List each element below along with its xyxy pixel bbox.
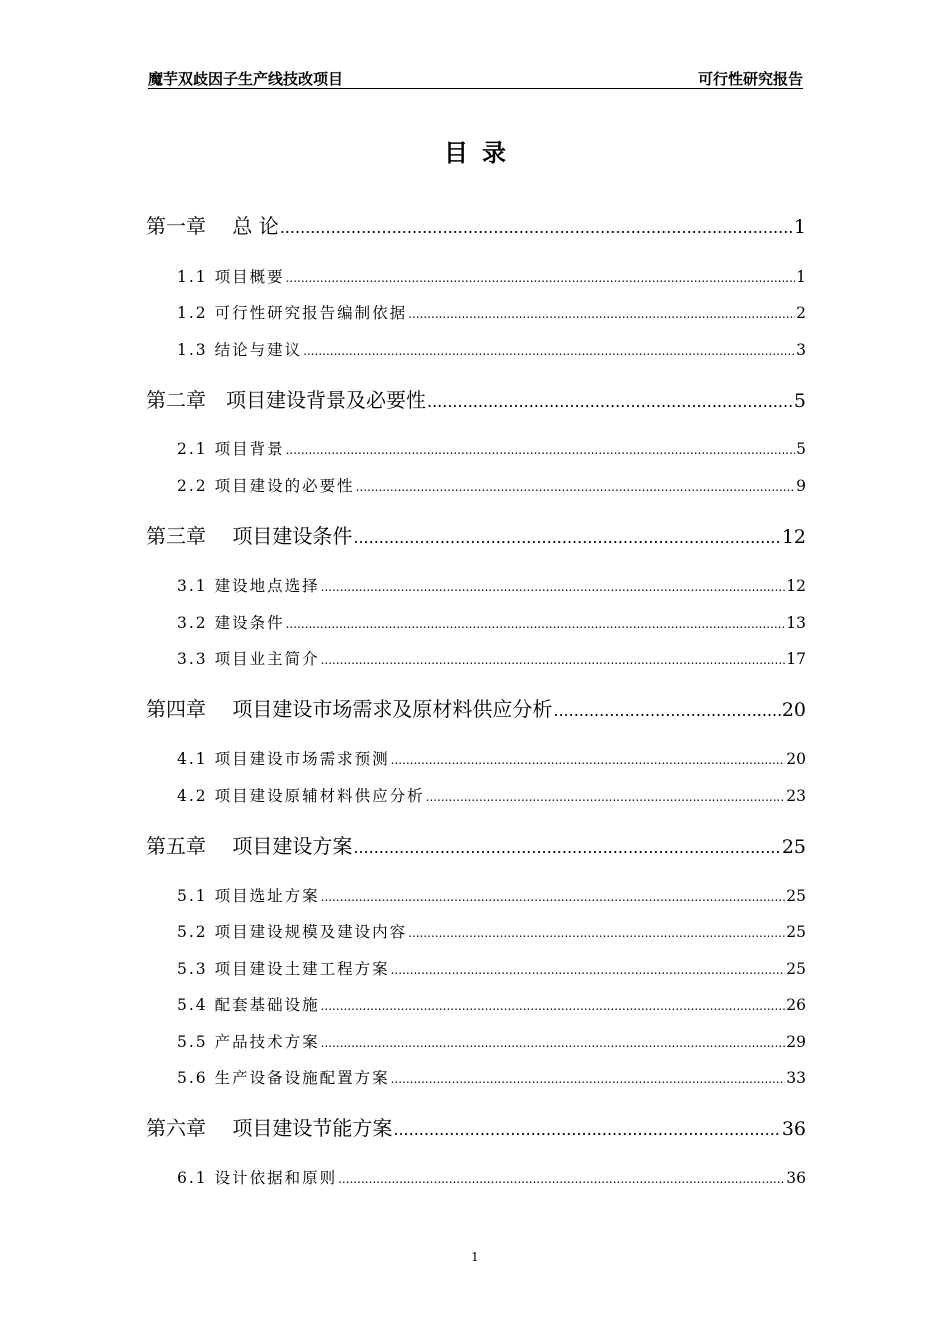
toc-entry-label: 5.5 产品技术方案 xyxy=(177,1033,320,1051)
toc-entry-page: 25 xyxy=(786,960,806,978)
toc-entry-page: 33 xyxy=(786,1069,806,1087)
toc-entry-label: 第二章 项目建设背景及必要性 xyxy=(146,388,426,412)
toc-entry-label: 1.2 可行性研究报告编制依据 xyxy=(177,304,408,322)
toc-entry-label: 6.1 设计依据和原则 xyxy=(177,1169,338,1187)
toc-entry-page: 1 xyxy=(793,216,806,238)
toc-entry-label: 第六章 项目建设节能方案 xyxy=(146,1116,393,1140)
toc-section-entry[interactable] xyxy=(177,437,806,459)
toc-entry-page: 20 xyxy=(786,750,806,768)
toc-entry-label: 第一章 总 论 xyxy=(146,214,279,238)
toc-section-entry[interactable] xyxy=(177,884,806,906)
toc-title: 目录 xyxy=(444,139,520,167)
toc-entry-label: 5.1 项目选址方案 xyxy=(177,887,320,905)
toc-chapter-entry[interactable] xyxy=(146,384,806,413)
toc-entry-label: 4.1 项目建设市场需求预测 xyxy=(177,750,390,768)
toc-chapter-entry[interactable] xyxy=(146,830,806,859)
toc-entry-label: 3.1 建设地点选择 xyxy=(177,577,320,595)
toc-section-entry[interactable] xyxy=(177,301,806,323)
toc-section-entry[interactable] xyxy=(177,957,806,979)
toc-section-entry[interactable] xyxy=(177,784,806,806)
toc-entry-label: 第三章 项目建设条件 xyxy=(146,524,353,548)
toc-entry-page: 1 xyxy=(796,268,806,286)
toc-section-entry[interactable] xyxy=(177,338,806,360)
toc-entry-page: 26 xyxy=(786,996,806,1014)
toc-section-entry[interactable] xyxy=(177,747,806,769)
toc-entry-page: 12 xyxy=(781,526,806,548)
toc-dot-leader xyxy=(391,753,786,767)
toc-chapter-entry[interactable] xyxy=(146,1112,806,1141)
toc-entry-page: 25 xyxy=(786,923,806,941)
toc-section-entry[interactable] xyxy=(177,611,806,633)
toc-dot-leader xyxy=(303,344,795,358)
toc-entry-page: 17 xyxy=(786,650,806,668)
toc-section-entry[interactable] xyxy=(177,574,806,596)
toc-section-entry[interactable] xyxy=(177,993,806,1015)
toc-dot-leader xyxy=(286,271,796,285)
header-project-name: 魔芋双歧因子生产线技改项目 xyxy=(148,70,344,88)
toc-dot-leader xyxy=(408,926,785,940)
toc-entry-label: 第五章 项目建设方案 xyxy=(146,834,353,858)
toc-entry-page: 2 xyxy=(796,304,806,322)
toc-dot-leader xyxy=(353,838,780,857)
toc-dot-leader xyxy=(391,963,786,977)
toc-dot-leader xyxy=(321,890,786,904)
toc-dot-leader xyxy=(280,218,793,237)
toc-entry-page: 5 xyxy=(796,440,806,458)
toc-entry-label: 5.2 项目建设规模及建设内容 xyxy=(177,923,408,941)
toc-section-entry[interactable] xyxy=(177,1166,806,1188)
toc-section-entry[interactable] xyxy=(177,1066,806,1088)
toc-dot-leader xyxy=(553,701,780,720)
toc-entry-label: 第四章 项目建设市场需求及原材料供应分析 xyxy=(146,697,553,721)
toc-entry-page: 12 xyxy=(786,577,806,595)
toc-dot-leader xyxy=(321,999,786,1013)
toc-dot-leader xyxy=(321,653,786,667)
toc-entry-page: 25 xyxy=(781,836,806,858)
toc-dot-leader xyxy=(321,1036,786,1050)
toc-dot-leader xyxy=(356,480,796,494)
toc-section-entry[interactable] xyxy=(177,647,806,669)
toc-entry-page: 25 xyxy=(786,887,806,905)
toc-entry-page: 36 xyxy=(781,1118,806,1140)
toc-entry-label: 3.2 建设条件 xyxy=(177,614,285,632)
toc-entry-label: 5.3 项目建设土建工程方案 xyxy=(177,960,390,978)
toc-entry-label: 1.3 结论与建议 xyxy=(177,341,303,359)
toc-dot-leader xyxy=(321,580,786,594)
toc-entry-label: 1.1 项目概要 xyxy=(177,268,285,286)
header-report-type: 可行性研究报告 xyxy=(697,70,803,88)
toc-entry-label: 5.6 生产设备设施配置方案 xyxy=(177,1069,390,1087)
toc-dot-leader xyxy=(286,443,796,457)
toc-entry-page: 36 xyxy=(786,1169,806,1187)
toc-dot-leader xyxy=(338,1172,785,1186)
toc-dot-leader xyxy=(393,1120,780,1139)
toc-entry-page: 3 xyxy=(796,341,806,359)
toc-dot-leader xyxy=(427,392,793,411)
toc-dot-leader xyxy=(391,1072,786,1086)
toc-entry-label: 3.3 项目业主简介 xyxy=(177,650,320,668)
toc-dot-leader xyxy=(286,617,786,631)
toc-entry-page: 23 xyxy=(786,787,806,805)
toc-entry-label: 4.2 项目建设原辅材料供应分析 xyxy=(177,787,425,805)
toc-entry-page: 9 xyxy=(796,477,806,495)
toc-entry-label: 2.1 项目背景 xyxy=(177,440,285,458)
toc-entry-page: 20 xyxy=(781,699,806,721)
toc-section-entry[interactable] xyxy=(177,474,806,496)
page-header xyxy=(148,68,803,89)
toc-dot-leader xyxy=(408,307,795,321)
toc-chapter-entry[interactable] xyxy=(146,210,806,239)
toc-dot-leader xyxy=(426,790,786,804)
toc-dot-leader xyxy=(353,528,780,547)
toc-entry-label: 5.4 配套基础设施 xyxy=(177,996,320,1014)
toc-section-entry[interactable] xyxy=(177,920,806,942)
page-number: 1 xyxy=(471,1250,479,1264)
toc-section-entry[interactable] xyxy=(177,1030,806,1052)
toc-entry-page: 29 xyxy=(786,1033,806,1051)
toc-entry-page: 13 xyxy=(786,614,806,632)
toc-chapter-entry[interactable] xyxy=(146,693,806,722)
toc-section-entry[interactable] xyxy=(177,265,806,287)
toc-entry-label: 2.2 项目建设的必要性 xyxy=(177,477,355,495)
toc-entry-page: 5 xyxy=(793,390,806,412)
toc-chapter-entry[interactable] xyxy=(146,520,806,549)
